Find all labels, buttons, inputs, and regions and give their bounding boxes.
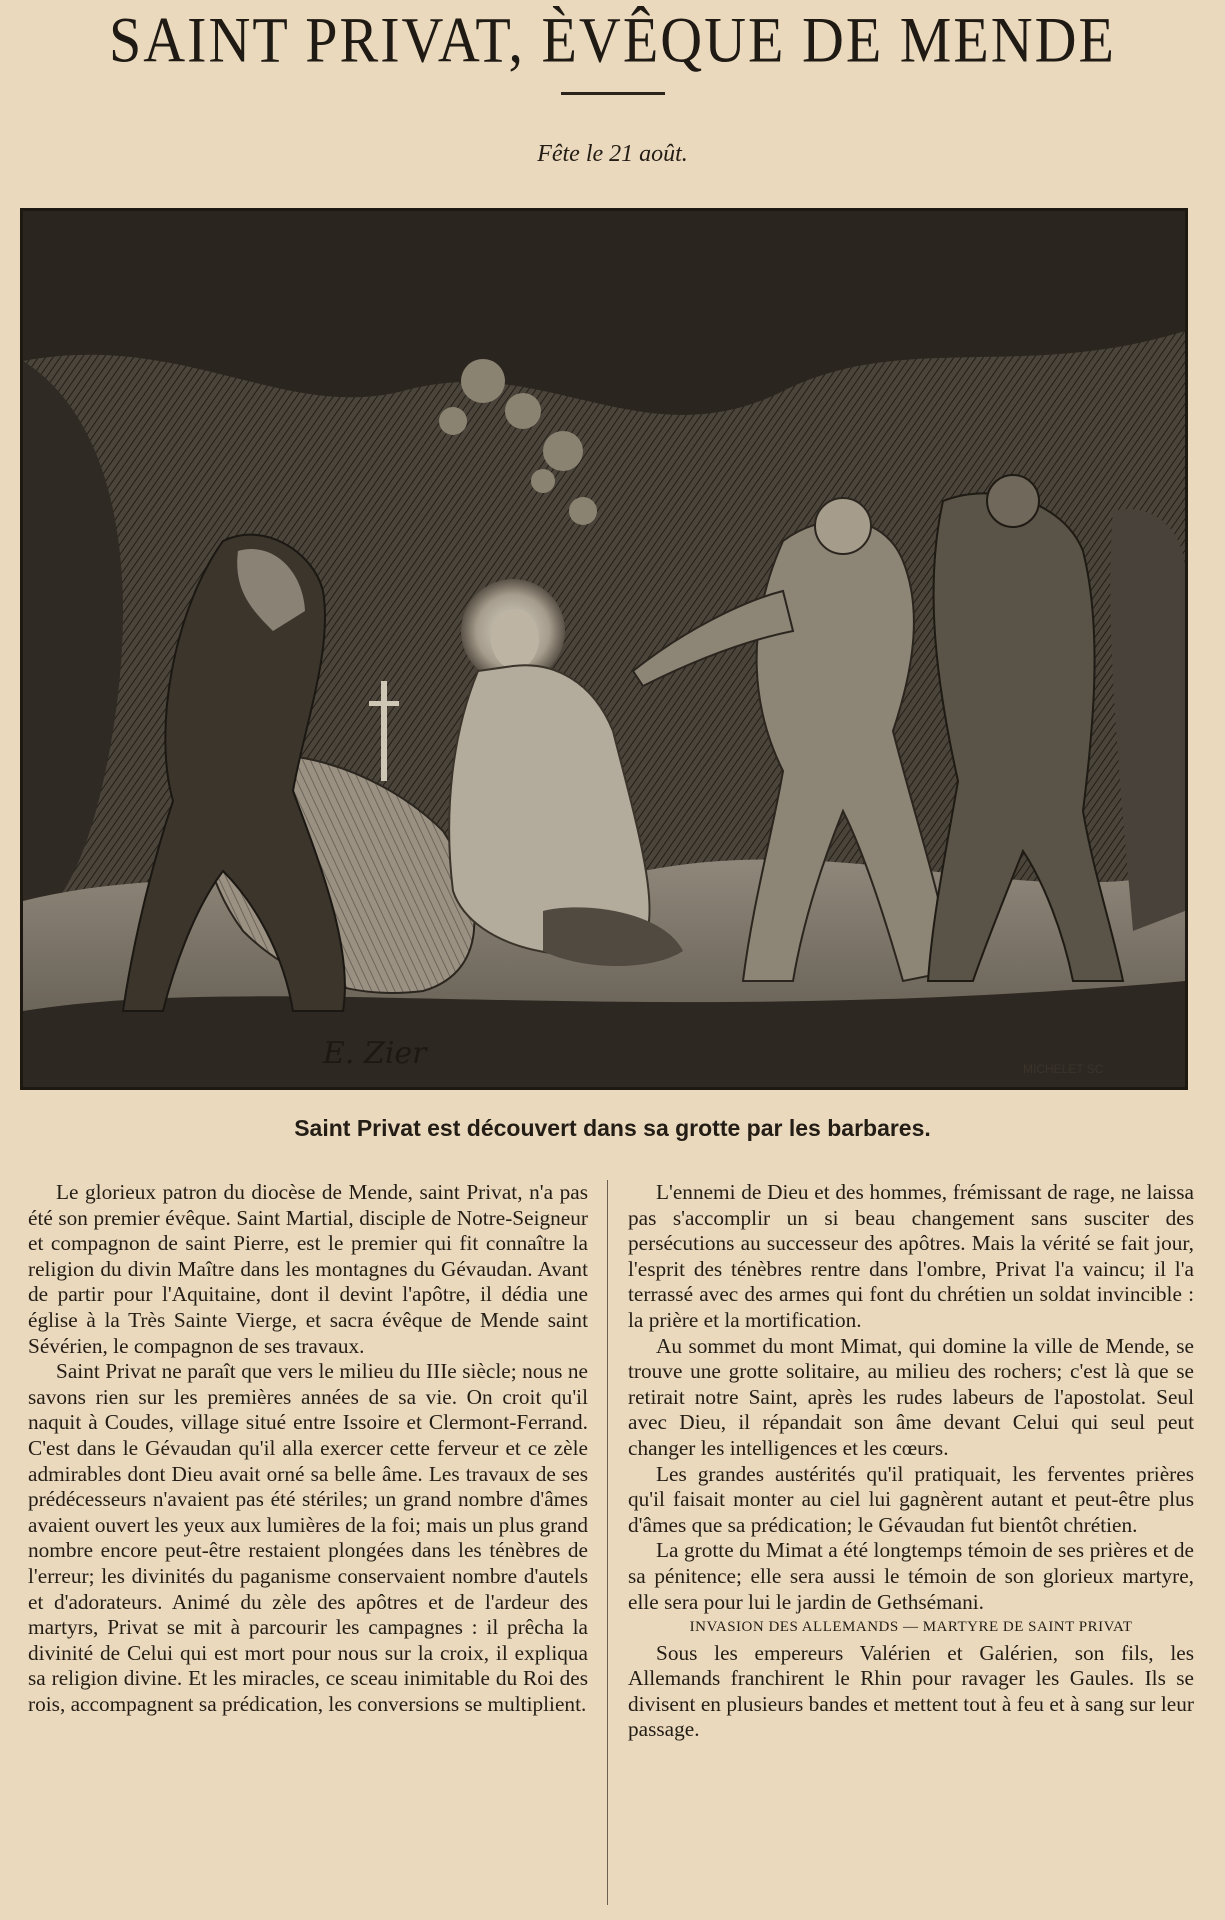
paragraph: Le glorieux patron du diocèse de Mende, saint Privat, n'a pas été son premier évêque. Saint Martial, disciple de Notre-Seigneur et compagnon de saint Pierre, est le premier qui fit connaître la religion du divin Maître dans les montagnes du Gévaudan. Avant de partir pour l'Aquitaine, dont il devint l'apôtre, il dédia une église à la Très Sainte Vierge, et sacra évêque de Mende saint Sévérien, le compagnon de ses travaux. [28,1180,588,1358]
artist-signature: E. Zier [323,1036,427,1071]
feast-date: Fête le 21 août. [537,141,688,167]
paragraph: L'ennemi de Dieu et des hommes, frémissant de rage, ne laissa pas s'accomplir un si beau changement sans susciter des persécutions au successeur des apôtres. Mais la vérité se fait jour, l'esprit des ténèbres rentre dans l'ombre, Privat l'a vaincu; il l'a terrassé avec des armes qui font du chrétien un soldat invincible : la prière et la mortification. [628,1180,1194,1332]
paragraph: La grotte du Mimat a été longtemps témoin de ses prières et de sa pénitence; elle sera aussi le témoin de son glorieux martyre, elle sera pour lui le jardin de Gethsémani. [628,1538,1194,1614]
paragraph: Saint Privat ne paraît que vers le milieu du IIIe siècle; nous ne savons rien sur les premières années de sa vie. On croit qu'il naquit à Coudes, village situé entre Issoire et Clermont-Ferrand. C'est dans le Gévaudan qu'il alla exercer cette ferveur et ce zèle admirables dont Dieu avait orné sa belle âme. Les travaux de ses prédécesseurs n'avaient pas été stériles; un grand nombre d'âmes avaient ouvert les yeux aux lumières de la foi; mais un plus grand nombre encore peut-être restaient plongées dans les ténèbres de l'erreur; les divinités du paganisme conservaient nombre d'autels et d'adorateurs. Animé du zèle des apôtres et de l'ardeur des martyrs, Privat se mit à parcourir les campagnes : il prêcha la divinité de Celui qui est mort pour nous sur la croix, il expliqua sa religion divine. Et les miracles, ce sceau inimitable du Roi des rois, accompagnent sa prédication, les conversions se multiplient. [28,1359,588,1716]
illustration-caption: Saint Privat est découvert dans sa grotte par les barbares. [294,1115,931,1141]
engraving-illustration [20,208,1188,1090]
title-divider [561,92,665,95]
section-heading: INVASION DES ALLEMANDS — MARTYRE DE SAINT PRIVAT [689,1619,1133,1636]
article-right-column [628,1180,1194,1743]
engraver-mark: MICHELET SC [1023,1062,1104,1076]
paragraph: Sous les empereurs Valérien et Galérien, son fils, les Allemands franchirent le Rhin pour ravager les Gaules. Ils se divisent en plusieurs bandes et mettent tout à feu et à sang sur leur passage. [628,1640,1194,1742]
paragraph: Au sommet du mont Mimat, qui domine la ville de Mende, se trouve une grotte solitaire, au milieu des rochers; c'est là que se retirait notre Saint, après les rudes labeurs de l'apostolat. Seul avec Dieu, il répandait son âme devant Celui qui seul peut changer les intelligences et les cœurs. [628,1333,1194,1460]
paragraph: Les grandes austérités qu'il pratiquait, les ferventes prières qu'il faisait monter au ciel lui gagnèrent autant et peut-être plus d'âmes que sa prédication; le Gévaudan fut bientôt chrétien. [628,1461,1194,1537]
engraving-scene [23,211,1185,1087]
article-left-column [28,1180,588,1717]
column-divider [607,1180,608,1905]
page-title: SAINT PRIVAT, ÈVÊQUE DE MENDE [109,3,1116,76]
